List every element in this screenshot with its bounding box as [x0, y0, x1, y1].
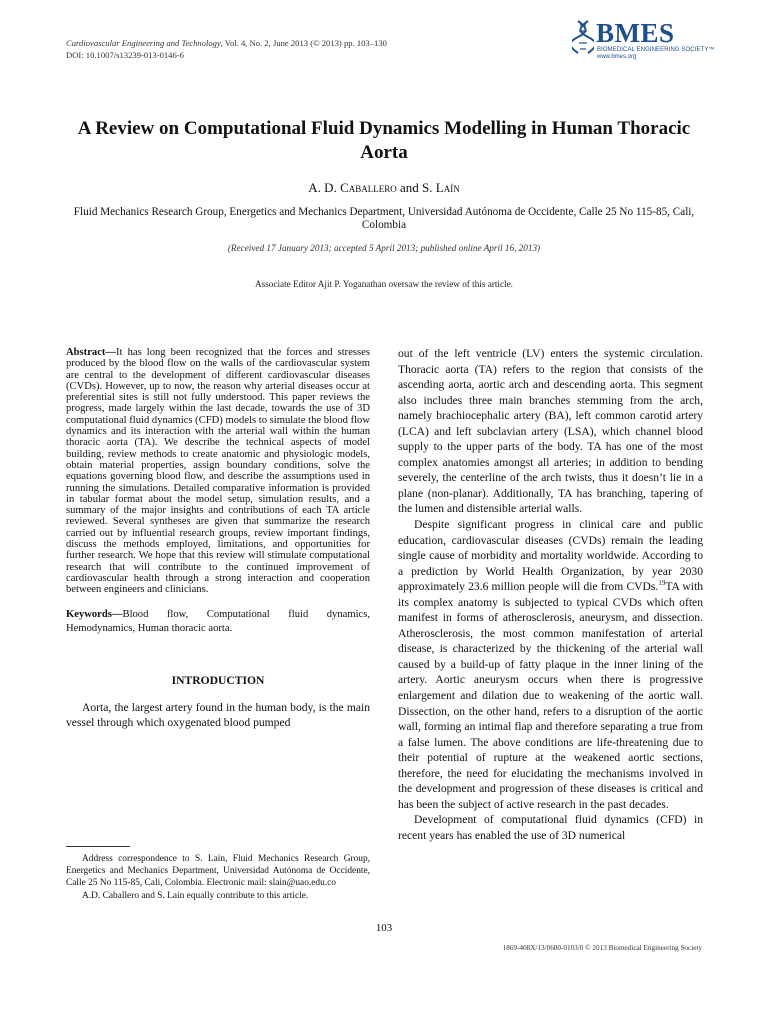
correspondence-footnote: Address correspondence to S. Laín, Fluid Mechanics Research Group, Energetics and Mechanics Department, Universidad Autónoma de Occidente, Calle 25 No 115-85, Cali, Colombia. Electronic mail: slain@uao.edu.co: [66, 854, 370, 889]
body-paragraph-2: [398, 517, 703, 812]
author-line: [60, 180, 708, 196]
introduction-heading: INTRODUCTION: [171, 673, 265, 687]
citation-ref-19[interactable]: 19: [658, 579, 666, 588]
paragraph-2-text-b: TA with its complex anatomy is subjected to typical CVDs which often manifest in forms of atherosclerosis, aneurysm, and dissection. Atherosclerosis, the most common manifestation of arterial disease, is characterized by the thickening of the arterial wall caused by a build-up of fatty plaque in the inner lining of the artery. Aortic aneurysm occurs when there is progressive enlargement and dilation due to weakening of the aortic wall. Dissection, on the other hand, refers to a disruption of the aortic wall, forming an intimal flap and therefore separating a true from a false lumen. The above conditions are life-threatening due to their potential of rupture at the weakened aortic sections, therefore, the need for elucidating the mechanisms involved in the development and progression of these diseases is critical and has been the subject of active research in the past decades.: [398, 580, 703, 811]
author-caballero: A. D. Caballero: [308, 180, 397, 195]
paragraph-2-text-a: Despite significant progress in clinical care and public education, cardiovascular diseases (CVDs) remain the leading single cause of morbidity and mortality worldwide. According to a prediction by World Health Organization, by year 2030 approximately 23.6 million people will die from CVDs.: [398, 518, 703, 594]
right-column: [398, 346, 703, 844]
journal-name: Cardiovascular Engineering and Technology: [66, 38, 221, 48]
citation-details: , Vol. 4, No. 2, June 2013 (© 2013) pp. 103–130: [220, 38, 387, 48]
keywords: [66, 608, 370, 636]
bmes-url: www.bmes.org: [597, 54, 637, 60]
introduction-paragraph: Aorta, the largest artery found in the human body, is the main vessel through which oxygenated blood pumped: [66, 700, 370, 730]
body-paragraph-1: out of the left ventricle (LV) enters the systemic circulation. Thoracic aorta (TA) refers to the region that consists of the ascending aorta, aortic arch and descending aorta. This segment also includes three main branches stemming from the arch, namely brachiocephalic artery (BA), left common carotid artery (LCA) and left subclavian artery (LSA), which channel blood supply to the upper parts of the body. TA has one of the most complex anatomies amongst all arteries; in addition to bending severely, the centerline of the arch twists, thus it doesn’t lie in a plane (non-planar). Additionally, TA has branching, tapering of the lumen and distensible arterial walls.: [398, 347, 703, 516]
doi: DOI: 10.1007/s13239-013-0146-6: [66, 50, 184, 60]
abstract: [66, 347, 370, 596]
received-dates: (Received 17 January 2013; accepted 5 April 2013; published online April 16, 2013): [227, 243, 541, 253]
footnote-divider: [66, 846, 130, 847]
dna-helix-icon: [572, 20, 594, 54]
author-conjunction: and: [396, 180, 423, 195]
associate-editor-note: Associate Editor Ajit P. Yoganathan oversaw the review of this article.: [255, 279, 513, 289]
article-title: A Review on Computational Fluid Dynamics Modelling in Human Thoracic Aorta: [77, 118, 691, 163]
equal-contribution-footnote: A.D. Caballero and S. Laín equally contribute to this article.: [82, 890, 309, 901]
bmes-subtitle: BIOMEDICAL ENGINEERING SOCIETY™: [597, 47, 715, 53]
page-number: 103: [375, 922, 393, 934]
bmes-wordmark: BMES: [596, 18, 675, 48]
body-paragraph-3: Development of computational fluid dynamics (CFD) in recent years has enabled the use of 3D numerical: [398, 813, 703, 842]
affiliation: Fluid Mechanics Research Group, Energetics and Mechanics Department, Universidad Autónoma de Occidente, Calle 25 No 115-85, Cali, Colombia: [73, 206, 695, 231]
keywords-label: Keywords—: [66, 608, 123, 620]
bmes-logo: [572, 18, 715, 62]
abstract-label: Abstract—: [66, 347, 117, 358]
left-column: [66, 347, 370, 731]
author-lain: S. Laín: [422, 180, 460, 195]
copyright-footer: 1869-408X/13/0600-0103/0 © 2013 Biomedical Engineering Society: [502, 944, 702, 952]
abstract-text: It has long been recognized that the forces and stresses produced by the blood flow on the walls of the cardiovascular system are central to the development of different cardiovascular diseases (CVDs). However, up to now, the reason why arterial diseases occur at preferential sites is still not fully understood. This paper reviews the progress, made largely within the last decade, towards the use of 3D computational fluid dynamics (CFD) models to simulate the blood flow dynamics and its interaction with the arterial wall within the human thoracic aorta (TA). We describe the technical aspects of model building, review methods to create anatomic and physiologic models, obtain material properties, assign boundary conditions, solve the equations governing blood flow, and describe the assumptions used in running the simulations. Detailed comparative information is provided in tabular format about the model setup, simulation results, and a summary of the major insights and contributions of each TA article reviewed. Several syntheses are given that summarize the research carried out by influential research groups, review important findings, discuss the methods employed, limitations, and opportunities for further research. We hope that this review will stimulate computational research that will contribute to the continued improvement of cardiovascular health through a strong interaction and cooperation between engineers and clinicians.: [66, 347, 370, 596]
citation-header: [66, 37, 486, 61]
footnotes: [66, 853, 370, 902]
keywords-text: Blood flow, Computational fluid dynamics, Hemodynamics, Human thoracic aorta.: [66, 608, 370, 634]
